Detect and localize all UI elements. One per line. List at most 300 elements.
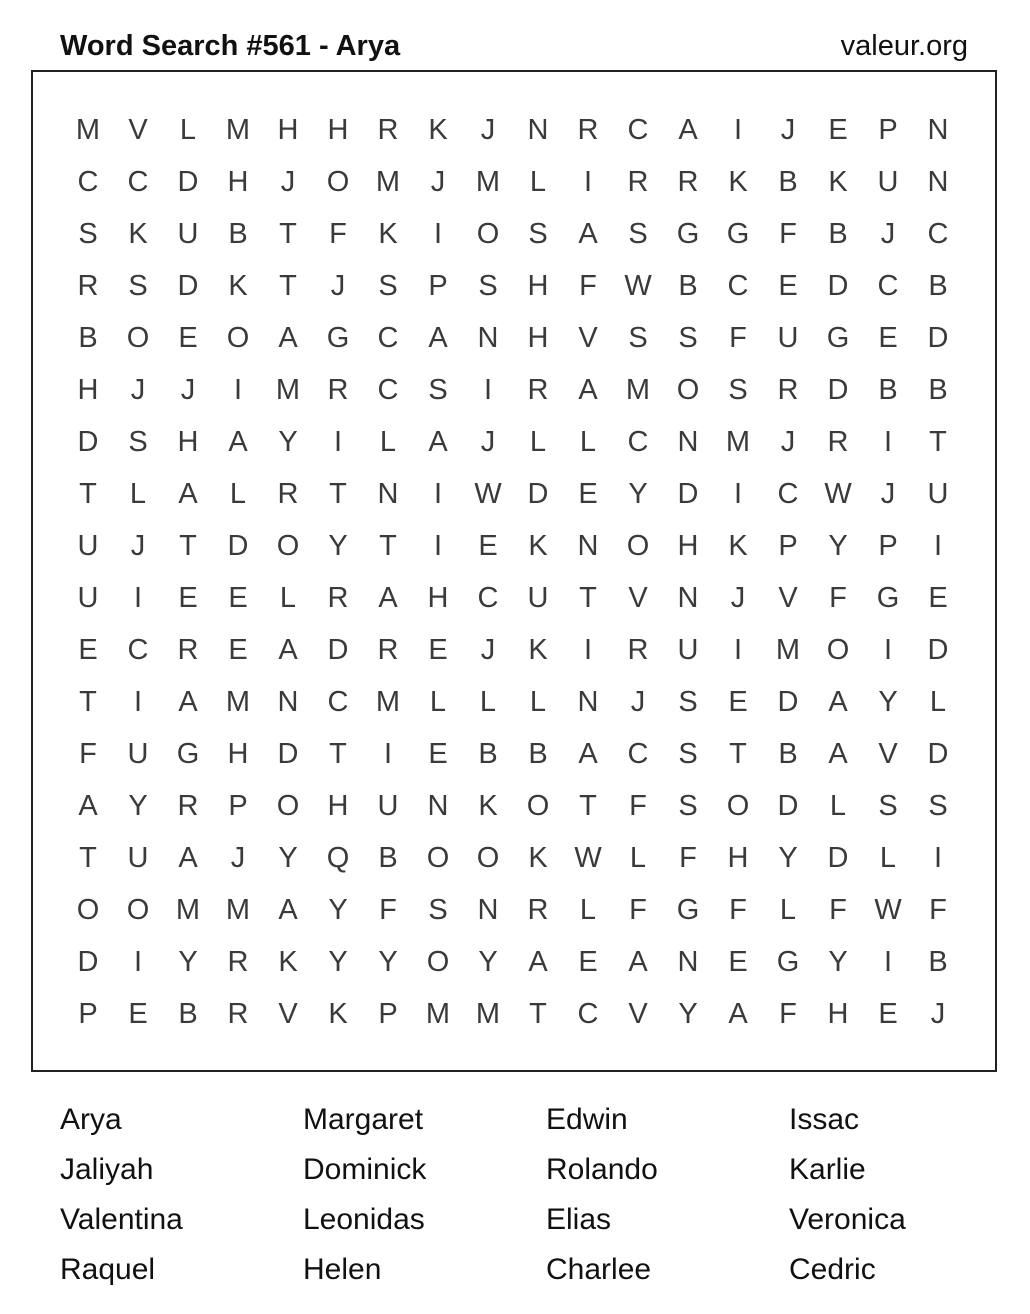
grid-cell: R (377, 113, 399, 146)
grid-cell: U (77, 581, 99, 614)
grid-cell: T (79, 477, 97, 510)
grid-cell: R (377, 633, 399, 666)
grid-cell: K (278, 945, 298, 978)
grid-cell: J (630, 685, 646, 718)
grid-cell: A (578, 373, 598, 406)
grid-cell: A (628, 945, 648, 978)
grid-cell: B (928, 945, 948, 978)
grid-cell: I (883, 425, 893, 458)
word-list-item: Karlie (789, 1153, 866, 1186)
grid-cell: O (476, 217, 500, 250)
grid-cell: T (379, 529, 397, 562)
grid-cell: L (629, 841, 647, 874)
grid-cell: R (627, 165, 649, 198)
grid-cell: N (927, 113, 949, 146)
grid-cell: S (478, 269, 498, 302)
grid-cell: A (228, 425, 248, 458)
grid-cell: Y (828, 945, 848, 978)
grid-cell: D (777, 685, 799, 718)
grid-cell: K (528, 529, 548, 562)
grid-cell: S (678, 789, 698, 822)
grid-cell: M (425, 997, 451, 1030)
grid-cell: T (579, 789, 597, 822)
grid-cell: D (77, 425, 99, 458)
grid-cell: L (279, 581, 297, 614)
grid-cell: C (377, 373, 399, 406)
grid-cell: E (228, 581, 248, 614)
grid-cell: D (177, 269, 199, 302)
grid-cell: G (676, 217, 700, 250)
grid-cell: Y (628, 477, 648, 510)
grid-cell: D (927, 633, 949, 666)
grid-cell: R (677, 165, 699, 198)
grid-cell: P (378, 997, 398, 1030)
grid-cell: U (677, 633, 699, 666)
grid-cell: T (279, 217, 297, 250)
grid-cell: C (477, 581, 499, 614)
grid-cell: B (528, 737, 548, 770)
grid-cell: B (928, 373, 948, 406)
grid-cell: O (626, 529, 650, 562)
grid-cell: U (527, 581, 549, 614)
word-list-item: Raquel (60, 1253, 156, 1286)
grid-cell: P (878, 529, 898, 562)
grid-cell: O (676, 373, 700, 406)
grid-cell: P (228, 789, 248, 822)
word-list-item: Elias (546, 1203, 612, 1236)
grid-cell: E (228, 633, 248, 666)
grid-cell: L (529, 685, 547, 718)
grid-cell: W (824, 477, 852, 510)
grid-cell: K (828, 165, 848, 198)
grid-cell: H (527, 321, 549, 354)
grid-cell: L (579, 425, 597, 458)
word-list-item: Issac (789, 1103, 860, 1136)
grid-cell: R (177, 789, 199, 822)
grid-cell: F (629, 789, 647, 822)
grid-cell: B (378, 841, 398, 874)
grid-cell: J (880, 217, 896, 250)
grid-cell: S (628, 217, 648, 250)
grid-cell: Y (378, 945, 398, 978)
grid-cell: O (226, 321, 250, 354)
grid-cell: T (329, 737, 347, 770)
grid-cell: R (227, 945, 249, 978)
grid-cell: J (180, 373, 196, 406)
grid-cell: I (233, 373, 243, 406)
grid-cell: G (726, 217, 750, 250)
grid-cell: H (727, 841, 749, 874)
grid-cell: E (728, 945, 748, 978)
grid-cell: U (927, 477, 949, 510)
word-list-item: Charlee (546, 1253, 652, 1286)
grid-cell: A (678, 113, 698, 146)
grid-cell: E (878, 997, 898, 1030)
grid-cell: J (480, 113, 496, 146)
word-list-item: Dominick (303, 1153, 427, 1186)
grid-cell: B (878, 373, 898, 406)
grid-cell: S (678, 685, 698, 718)
grid-cell: J (880, 477, 896, 510)
grid-cell: U (77, 529, 99, 562)
grid-cell: M (725, 425, 751, 458)
grid-cell: S (878, 789, 898, 822)
grid-cell: E (428, 633, 448, 666)
grid-cell: F (829, 581, 847, 614)
grid-cell: L (529, 165, 547, 198)
grid-cell: I (433, 217, 443, 250)
grid-cell: D (827, 269, 849, 302)
grid-cell: O (126, 893, 150, 926)
grid-cell: C (877, 269, 899, 302)
word-list (60, 1095, 1030, 1295)
grid-cell: N (527, 113, 549, 146)
grid-cell: H (77, 373, 99, 406)
grid-cell: B (478, 737, 498, 770)
grid-cell: O (426, 841, 450, 874)
grid-cell: D (677, 477, 699, 510)
grid-cell: J (230, 841, 246, 874)
grid-cell: T (79, 685, 97, 718)
grid-cell: I (133, 945, 143, 978)
grid-cell: L (179, 113, 197, 146)
grid-cell: F (629, 893, 647, 926)
grid-cell: I (933, 841, 943, 874)
site-name: valeur.org (840, 30, 968, 62)
grid-cell: M (175, 893, 201, 926)
grid-cell: M (625, 373, 651, 406)
grid-cell: Q (326, 841, 350, 874)
grid-cell: I (733, 633, 743, 666)
grid-cell: F (379, 893, 397, 926)
grid-cell: V (128, 113, 148, 146)
grid-cell: M (475, 165, 501, 198)
grid-cell: P (428, 269, 448, 302)
grid-cell: H (227, 737, 249, 770)
grid-cell: R (577, 113, 599, 146)
grid-cell: H (327, 113, 349, 146)
grid-cell: C (327, 685, 349, 718)
grid-cell: V (878, 737, 898, 770)
grid-cell: E (178, 581, 198, 614)
grid-cell: P (778, 529, 798, 562)
grid-cell: N (677, 425, 699, 458)
grid-cell: E (828, 113, 848, 146)
grid-cell: Y (328, 893, 348, 926)
grid-cell: F (829, 893, 847, 926)
grid-cell: M (475, 997, 501, 1030)
grid-cell: S (128, 269, 148, 302)
grid-cell: D (927, 321, 949, 354)
grid-cell: A (178, 685, 198, 718)
grid-cell: G (776, 945, 800, 978)
grid-cell: M (275, 373, 301, 406)
grid-cell: K (528, 841, 548, 874)
grid-cell: O (326, 165, 350, 198)
grid-cell: L (879, 841, 897, 874)
grid-cell: E (428, 737, 448, 770)
grid-cell: T (279, 269, 297, 302)
grid-cell: W (574, 841, 602, 874)
grid-cell: C (927, 217, 949, 250)
grid-cell: J (280, 165, 296, 198)
grid-cell: O (726, 789, 750, 822)
grid-cell: W (474, 477, 502, 510)
grid-cell: U (777, 321, 799, 354)
grid-cell: I (383, 737, 393, 770)
grid-cell: A (178, 841, 198, 874)
grid-cell: T (729, 737, 747, 770)
grid-cell: U (127, 737, 149, 770)
grid-cell: O (76, 893, 100, 926)
grid-cell: F (79, 737, 97, 770)
grid-cell: S (678, 737, 698, 770)
grid-cell: S (378, 269, 398, 302)
word-list-item: Helen (303, 1253, 382, 1286)
grid-cell: C (77, 165, 99, 198)
grid-cell: A (828, 685, 848, 718)
grid-cell: Y (178, 945, 198, 978)
grid-cell: K (328, 997, 348, 1030)
grid-cell: Y (878, 685, 898, 718)
grid-cell: K (128, 217, 148, 250)
grid-cell: L (379, 425, 397, 458)
grid-cell: S (528, 217, 548, 250)
grid-cell: R (527, 893, 549, 926)
grid-cell: H (527, 269, 549, 302)
grid-cell: G (826, 321, 850, 354)
grid-cell: R (227, 997, 249, 1030)
grid-cell: C (777, 477, 799, 510)
grid-cell: F (729, 321, 747, 354)
grid-cell: L (429, 685, 447, 718)
grid-cell: B (778, 737, 798, 770)
grid-cell: A (578, 737, 598, 770)
grid-cell: A (378, 581, 398, 614)
grid-cell: L (529, 425, 547, 458)
grid-cell: O (426, 945, 450, 978)
grid-cell: R (277, 477, 299, 510)
grid-cell: I (583, 165, 593, 198)
grid-cell: A (178, 477, 198, 510)
grid-cell: A (528, 945, 548, 978)
grid-cell: K (478, 789, 498, 822)
grid-cell: O (126, 321, 150, 354)
grid-cell: Y (828, 529, 848, 562)
grid-cell: I (133, 581, 143, 614)
grid-cell: J (130, 529, 146, 562)
grid-cell: B (178, 997, 198, 1030)
grid-cell: I (733, 477, 743, 510)
grid-cell: N (677, 945, 699, 978)
grid-cell: A (428, 321, 448, 354)
grid-cell: R (77, 269, 99, 302)
grid-cell: M (225, 685, 251, 718)
grid-cell: L (229, 477, 247, 510)
grid-cell: E (728, 685, 748, 718)
grid-cell: O (526, 789, 550, 822)
grid-cell: U (377, 789, 399, 822)
grid-cell: I (433, 529, 443, 562)
grid-cell: K (728, 529, 748, 562)
grid-cell: A (428, 425, 448, 458)
grid-cell: H (327, 789, 349, 822)
grid-cell: N (577, 685, 599, 718)
grid-cell: G (326, 321, 350, 354)
grid-cell: N (677, 581, 699, 614)
grid-cell: S (628, 321, 648, 354)
grid-cell: L (129, 477, 147, 510)
grid-cell: N (927, 165, 949, 198)
grid-cell: T (579, 581, 597, 614)
grid-cell: N (427, 789, 449, 822)
grid-cell: H (827, 997, 849, 1030)
grid-cell: E (928, 581, 948, 614)
grid-cell: V (578, 321, 598, 354)
grid-cell: I (483, 373, 493, 406)
grid-cell: A (78, 789, 98, 822)
grid-cell: B (78, 321, 98, 354)
grid-cell: J (730, 581, 746, 614)
grid-cell: H (227, 165, 249, 198)
grid-cell: C (577, 997, 599, 1030)
grid-cell: M (375, 685, 401, 718)
grid-cell: G (176, 737, 200, 770)
grid-cell: Y (278, 425, 298, 458)
grid-cell: O (826, 633, 850, 666)
grid-cell: D (277, 737, 299, 770)
grid-cell: Y (678, 997, 698, 1030)
grid-cell: P (78, 997, 98, 1030)
grid-cell: C (627, 113, 649, 146)
grid-cell: I (883, 633, 893, 666)
grid-cell: C (127, 633, 149, 666)
grid-cell: B (678, 269, 698, 302)
grid-cell: J (430, 165, 446, 198)
grid-cell: G (876, 581, 900, 614)
grid-cell: H (427, 581, 449, 614)
grid-cell: B (778, 165, 798, 198)
grid-cell: J (480, 425, 496, 458)
grid-cell: S (78, 217, 98, 250)
grid-cell: J (130, 373, 146, 406)
word-list-item: Edwin (546, 1103, 628, 1136)
grid-cell: D (327, 633, 349, 666)
grid-cell: T (179, 529, 197, 562)
grid-cell: R (527, 373, 549, 406)
grid-cell: C (127, 165, 149, 198)
grid-cell: D (827, 373, 849, 406)
grid-cell: N (577, 529, 599, 562)
grid-cell: S (678, 321, 698, 354)
grid-cell: B (228, 217, 248, 250)
grid-cell: K (728, 165, 748, 198)
grid-cell: L (829, 789, 847, 822)
grid-cell: M (375, 165, 401, 198)
grid-cell: T (929, 425, 947, 458)
grid-cell: I (883, 945, 893, 978)
grid-cell: E (128, 997, 148, 1030)
grid-cell: R (327, 581, 349, 614)
grid-cell: D (177, 165, 199, 198)
word-list-item: Arya (60, 1103, 122, 1136)
grid-cell: A (828, 737, 848, 770)
grid-cell: W (624, 269, 652, 302)
grid-cell: A (278, 321, 298, 354)
grid-cell: R (777, 373, 799, 406)
grid-cell: I (933, 529, 943, 562)
grid-cell: I (733, 113, 743, 146)
grid-cell: J (480, 633, 496, 666)
grid-cell: T (329, 477, 347, 510)
grid-cell: S (428, 373, 448, 406)
grid-cell: I (133, 685, 143, 718)
grid-cell: K (378, 217, 398, 250)
grid-cell: F (779, 217, 797, 250)
grid-cell: N (377, 477, 399, 510)
grid-cell: Y (328, 945, 348, 978)
grid-cell: E (478, 529, 498, 562)
grid-cell: F (779, 997, 797, 1030)
grid-cell: R (827, 425, 849, 458)
grid-cell: N (477, 893, 499, 926)
grid-cell: Y (128, 789, 148, 822)
grid-cell: Y (478, 945, 498, 978)
puzzle-title: Word Search #561 - Arya (60, 30, 401, 62)
grid-cell: G (676, 893, 700, 926)
grid-cell: U (877, 165, 899, 198)
grid-cell: D (227, 529, 249, 562)
grid-cell: F (579, 269, 597, 302)
grid-cell: P (878, 113, 898, 146)
grid-cell: A (278, 633, 298, 666)
grid-cell: F (729, 893, 747, 926)
grid-cell: K (228, 269, 248, 302)
grid-cell: J (930, 997, 946, 1030)
grid-cell: S (428, 893, 448, 926)
grid-cell: R (327, 373, 349, 406)
grid-cell: V (778, 581, 798, 614)
grid-cell: K (428, 113, 448, 146)
grid-cell: I (333, 425, 343, 458)
grid-cell: L (579, 893, 597, 926)
grid-cell: C (377, 321, 399, 354)
grid-cell: J (780, 425, 796, 458)
word-list-item: Cedric (789, 1253, 876, 1286)
grid-cell: A (728, 997, 748, 1030)
grid-cell: F (329, 217, 347, 250)
word-list-item: Margaret (303, 1103, 424, 1136)
grid-cell: D (527, 477, 549, 510)
grid-cell: U (127, 841, 149, 874)
grid-cell: B (928, 269, 948, 302)
grid-cell: M (225, 893, 251, 926)
grid-cell: K (528, 633, 548, 666)
letter-grid (63, 104, 963, 1040)
grid-cell: I (433, 477, 443, 510)
grid-cell: T (79, 841, 97, 874)
grid-cell: C (627, 737, 649, 770)
grid-cell: C (627, 425, 649, 458)
grid-cell: O (276, 789, 300, 822)
grid-cell: H (277, 113, 299, 146)
grid-cell: M (775, 633, 801, 666)
grid-cell: R (177, 633, 199, 666)
grid-cell: S (928, 789, 948, 822)
word-list-item: Valentina (60, 1203, 183, 1236)
grid-cell: M (75, 113, 101, 146)
grid-cell: E (878, 321, 898, 354)
